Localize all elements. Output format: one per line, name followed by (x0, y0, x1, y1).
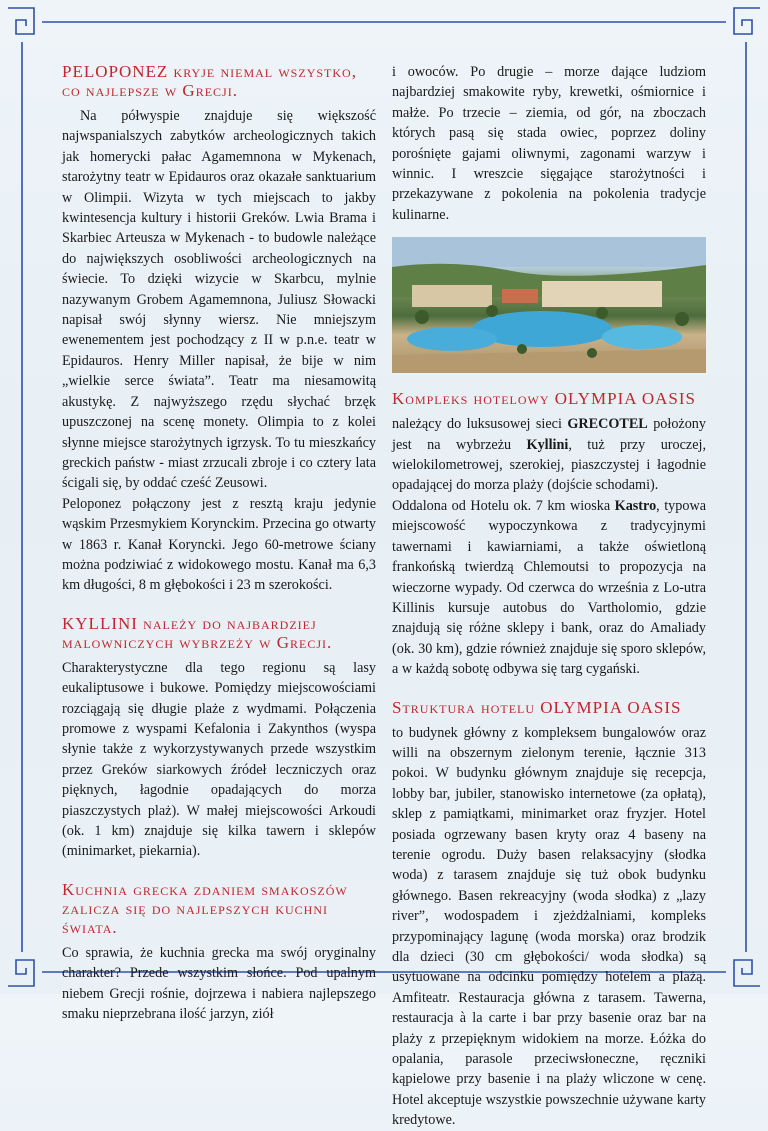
kastro-text: Oddalona od Hotelu ok. 7 km wioska Kastro, typowa miejscowość wypoczynkowa z tradycyjnymi tawernami i kawiarniami, a także oświetloną frankońską twierdzą Chlemoutsi to propozycja na wieczorne wypady. Od czerwca do września z Lo-utra Killinis kursuje autobus do Vartholomio, gdzie znajdują się różne sklepy i bank, oraz do Amaliady (ok. 30 km), gdzie również znajduje się sporo sklepów, a w każdą sobotę odbywa się targ cygański. (392, 497, 706, 678)
cuisine-text: Co sprawia, że kuchnia grecka ma swój oryginalny charakter? Przede wszystkim słońce. Pod upalnym niebem Grecji rośnie, dojrzewa i nabiera najlepszego smaku nieprzebrana ilość jarzyn, ziół (62, 944, 376, 1023)
kyllini-heading: KYLLINI należy do najbardziej malowniczych wybrzeży w Grecji. (62, 613, 333, 652)
peloponez-heading: PELOPONEZ kryje niemal wszystko, co najlepsze w Grecji. (62, 62, 357, 100)
cuisine-text-continued: i owoców. Po drugie – morze dające ludziom najbardziej smakowite ryby, krewetki, ośmiornice i małże. Po trzecie – ziemia, od gór, na zboczach których pasą się stada owiec, poprzez doliny porośnięte gajami oliwnymi, zagonami warzyw i winnic. I wreszcie sięgające starożytności i przekazywane z pokolenia na pokolenia tradycje kulinarne. (392, 64, 706, 223)
hotel-structure-text: to budynek główny z kompleksem bungalowów oraz willi na obszernym zielonym terenie, łącznie 313 pokoi. W budynku głównym znajduje się recepcja, lobby bar, jubiler, stanowisko internetowe (za opłatą), sklep z pamiątkami, minimarket oraz fryzjer. Hotel posiada ogrzewany basen kryty oraz 4 baseny na terenie ogrodu. Duży basen relaksacyjny (słodka woda) z tarasem znajduje się tuż obok budynku głównego. Basen rekreacyjny (woda słodka) z „lazy river”, wodospadem i zjeżdżalniami, kompleks przypominający lagunę (woda morska) oraz brodzik dla dzieci (30 cm głębokości/ woda słodka) są usytuowane na odcinku pomiędzy hotelem a plażą. Amfiteatr. Restauracja główna z tarasem. Tawerna, restauracja à la carte i bar przy basenie oraz bar na plaży z przepięknym widokiem na morze. Łóżka do opalania, parasole przeciwsłoneczne, ręczniki kąpielowe przy basenie i na plaży wliczone w cenę. Hotel akceptuje wszystkie powszechnie używane karty kredytowe. (392, 724, 706, 1129)
hotel-resort-photo (392, 237, 706, 373)
left-column (62, 62, 376, 1024)
hotel-complex-heading: Kompleks hotelowy OLYMPIA OASIS (392, 389, 696, 409)
canal-text: Peloponez połączony jest z resztą kraju jedynie wąskim Przesmykiem Korynckim. Przecina go otwarty w 1863 r. Kanał Koryncki. Jego 60-metrowe ściany można podziwiać z widokowego mostu. Kanał ma 6,3 km długości, 8 m głębokości i 23 m szerokości. (62, 495, 376, 594)
cuisine-heading: Kuchnia grecka zdaniem smakoszów zalicza się do najlepszych kuchni świata. (62, 879, 348, 937)
right-column (392, 62, 706, 1131)
peloponez-text: Na półwyspie znajduje się większość najwspanialszych zabytków archeologicznych takich jak homerycki pałac Agamemnona w Mykenach, starożytny teatr w Epidauros oraz okazałe sanktuarium w Olimpii. Wizyta w tych miejscach to jakby kwintesencja kultury i historii Greków. Lwia Brama i Skarbiec Arteusza w Mykenach - to budowle należące do największych osobliwości archeologicznych na świecie. To dzięki wizycie w Skarbcu, mylnie nazywanym Grobem Agamemnona, Juliusz Słowacki napisał swój słynny wiersz. Nie mniejszym ewenementem jest pochodzący z II w p.n.e. teatr w Epidauros. Henry Miller napisał, że bije w nim „wielkie serce świata”. Teatr ma niesamowitą akustykę. Z najwyższego rzędu słychać brzęk upuszczonej na scenę monety. Olimpia to z kolei słynne miejsce starożytnych igrzysk. To tu mieszkańcy greckich państw - miast zrzucali zbroje i co cztery lata ścigali się, by oddać cześć Zeusowi. (62, 108, 376, 492)
kyllini-text: Charakterystyczne dla tego regionu są lasy eukaliptusowe i bukowe. Pomiędzy miejscowościami rozciągają się długie plaże z wydmami. Połączenia promowe z wyspami Kefalonia i Zakynthos (wyspa słynie także z wykorzystywanych przede wszystkim przez Greków siarkowych źródeł leczniczych oraz pięknych, łagodnie opadających do morza piaszczystych plaż). W małej miejscowości Arkoudi (ok. 1 km) znajduje się kilka tawern i sklepów (minimarket, piekarnia). (62, 659, 376, 860)
hotel-structure-heading: Struktura hotelu OLYMPIA OASIS (392, 697, 682, 717)
hotel-location-text: należący do luksusowej sieci GRECOTEL położony jest na wybrzeżu Kyllini, tuż przy uroczej, wielokilometrowej, szerokiej, piaszczystej i łagodnie opadającej do morza plaży (dojście schodami). (392, 416, 706, 494)
